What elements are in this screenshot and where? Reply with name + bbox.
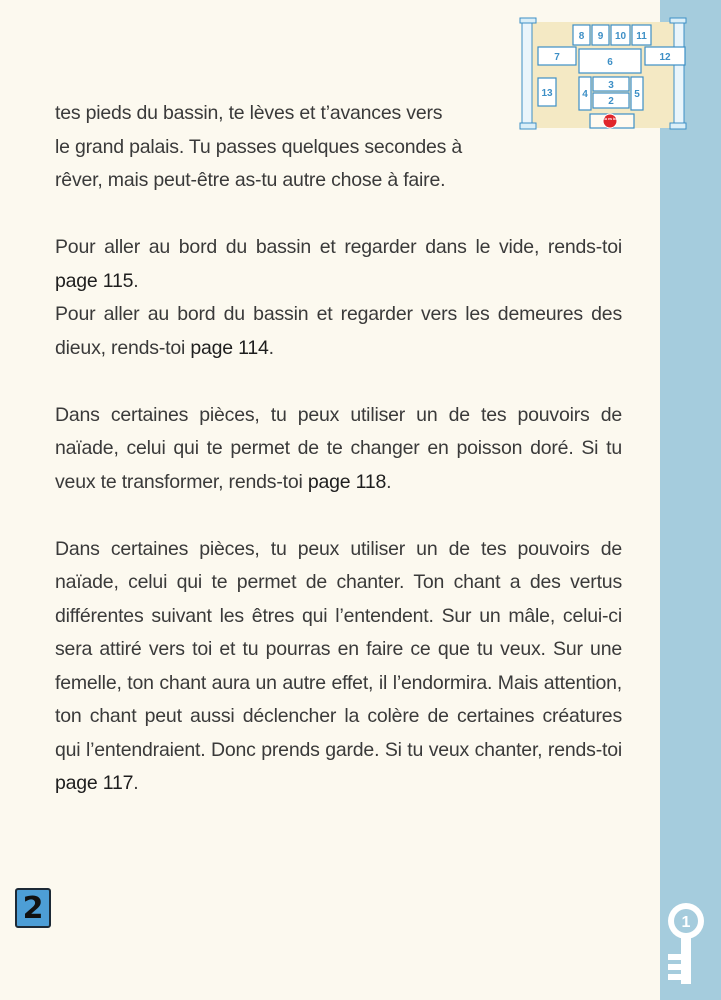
- option-abyss: [55, 231, 622, 298]
- map-room-4-label: 4: [582, 89, 588, 100]
- option-sing-period: .: [133, 772, 139, 794]
- page-118-link[interactable]: page 118: [307, 470, 387, 493]
- key-shaft: [681, 936, 691, 984]
- key-icon: [662, 898, 714, 988]
- map-room-10-label: 10: [614, 31, 627, 42]
- option-gods-homes: [55, 298, 622, 365]
- option-sing-text: Dans certaines pièces, tu peux utiliser un de tes pouvoirs de naïade, celui qui te permet de chanter. Ton chant a des vertus différentes suivant les êtres qui l’entendent. Sur un mâle, celui-ci sera attiré vers toi et tu pourras en faire ce que tu veux. Sur une femelle, ton chant aura un autre effet, il l’endormira. Mais attention, ton chant peut aussi déclencher la colère de certaines créatures qui l’entendraient. Donc prends garde. Si tu veux chanter, rends-toi: [55, 537, 622, 761]
- you-are-here-label: Tu es ici: [602, 117, 618, 121]
- key-number: 1: [681, 914, 691, 931]
- sidebar-band: [660, 0, 721, 1000]
- map-room-9-label: 9: [597, 31, 604, 42]
- map-room-2-label: 2: [608, 96, 614, 107]
- option-transform-text: Dans certaines pièces, tu peux utiliser un de tes pouvoirs de naïade, celui qui te permet de te changer en poisson doré. Si tu veux te transformer, rends-toi: [55, 403, 622, 493]
- map-room-7-label: 7: [554, 52, 560, 63]
- option-abyss-period: .: [133, 269, 139, 292]
- paragraph-1-line-3: rêver, mais peut-être as-tu autre chose à faire.: [55, 169, 446, 191]
- map-room-13-label: 13: [541, 88, 553, 99]
- page-117-link[interactable]: page 117: [55, 772, 134, 794]
- page-body: [55, 97, 622, 801]
- key-tooth-2: [668, 964, 682, 970]
- paragraph-1-line-1: tes pieds du bassin, te lèves et t’avances vers: [55, 102, 443, 124]
- option-sing: [55, 533, 622, 801]
- key-tooth-1: [668, 954, 682, 960]
- map-room-11-label: 11: [636, 31, 647, 42]
- map-room-3-label: 3: [608, 80, 614, 91]
- option-transform: [55, 399, 622, 500]
- option-abyss-text: Pour aller au bord du bassin et regarder dans le vide, rends-toi: [55, 236, 622, 258]
- map-room-5-label: 5: [634, 89, 640, 100]
- map-room-6-label: 6: [607, 57, 613, 68]
- map-room-8-label: 8: [578, 31, 585, 42]
- option-gods-homes-text: Pour aller au bord du bassin et regarder vers les demeures des dieux, rends-toi: [55, 303, 622, 359]
- option-gods-homes-period: .: [268, 336, 274, 359]
- key-tooth-3: [668, 974, 682, 980]
- chapter-badge: [15, 888, 51, 928]
- page-114-link[interactable]: page 114: [190, 336, 269, 359]
- option-transform-period: .: [386, 470, 392, 493]
- page-115-link[interactable]: page 115: [55, 269, 134, 292]
- paragraph-1-line-2: le grand palais. Tu passes quelques secondes à: [55, 135, 463, 158]
- map-room-12-label: 12: [659, 52, 671, 63]
- chapter-badge-number: 2: [22, 890, 44, 926]
